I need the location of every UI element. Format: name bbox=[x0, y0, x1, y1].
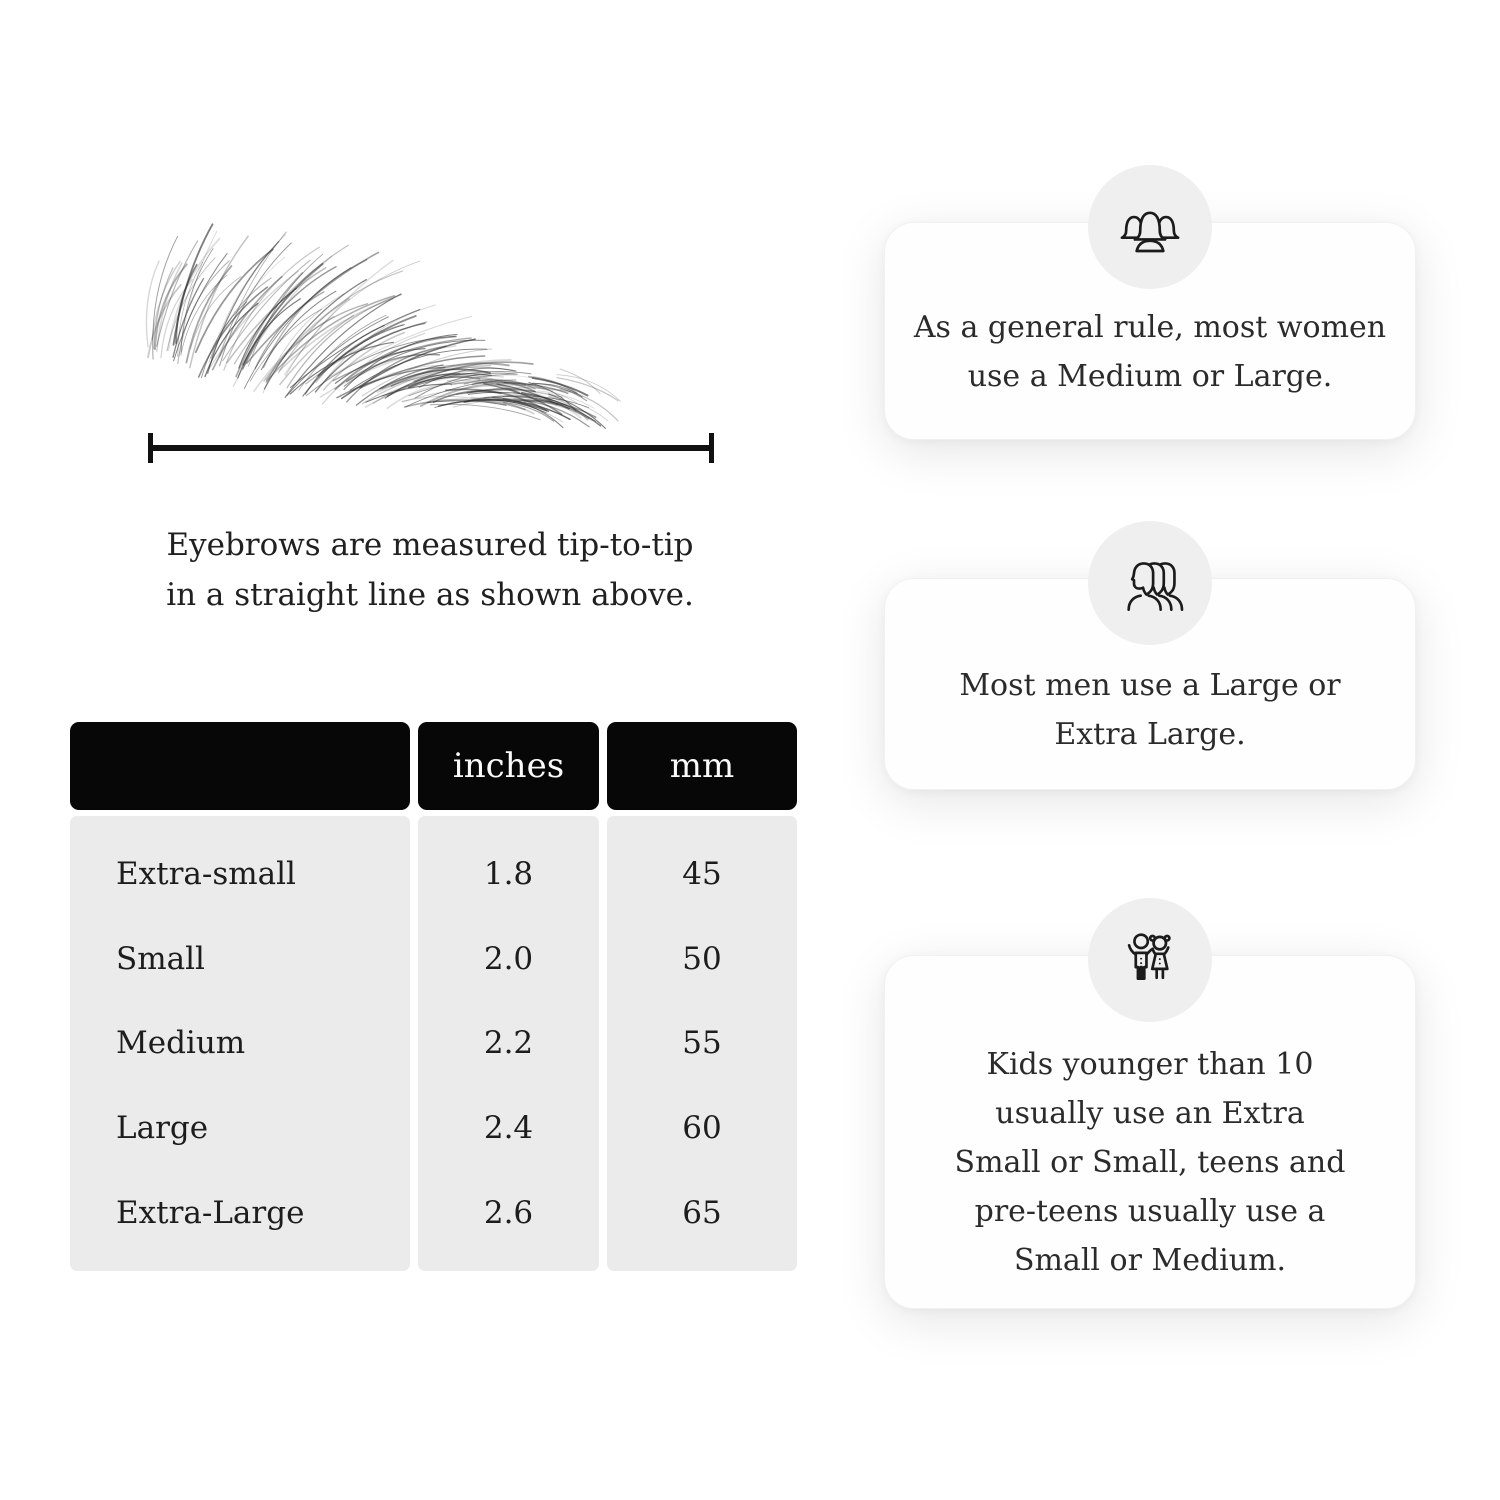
fit-card-kids bbox=[884, 955, 1416, 1309]
kids-icon bbox=[1116, 928, 1184, 992]
inches-cell: 1.8 bbox=[483, 856, 534, 893]
header-cell-mm: mm bbox=[607, 722, 797, 810]
caption-line-1: Eyebrows are measured tip-to-tip bbox=[166, 527, 694, 563]
size-cell: Large bbox=[116, 1110, 209, 1147]
card-women-line-1: As a general rule, most women bbox=[913, 310, 1387, 345]
mm-cell: 50 bbox=[682, 940, 722, 977]
kids-icon-badge bbox=[1088, 898, 1212, 1022]
size-table-header-row bbox=[70, 722, 797, 810]
inches-cell: 2.6 bbox=[483, 1194, 534, 1231]
card-kids-line-4: pre-teens usually use a bbox=[974, 1194, 1326, 1229]
card-kids-line-2: usually use an Extra bbox=[995, 1096, 1305, 1131]
card-men-line-2: Extra Large. bbox=[1054, 717, 1246, 752]
men-group-icon bbox=[1116, 551, 1184, 615]
inches-column bbox=[418, 816, 599, 1271]
mm-cell: 55 bbox=[682, 1025, 722, 1062]
size-table-body bbox=[70, 816, 797, 1271]
mm-cell: 45 bbox=[682, 856, 722, 893]
card-kids-line-3: Small or Small, teens and bbox=[954, 1145, 1346, 1180]
eyebrow-illustration bbox=[110, 245, 580, 415]
card-men-line-1: Most men use a Large or bbox=[959, 668, 1341, 703]
mm-column bbox=[607, 816, 797, 1271]
measurement-line bbox=[148, 433, 714, 463]
card-women-line-2: use a Medium or Large. bbox=[967, 359, 1333, 394]
mm-cell: 60 bbox=[682, 1110, 722, 1147]
women-icon-badge bbox=[1088, 165, 1212, 289]
card-kids-line-5: Small or Medium. bbox=[1013, 1243, 1287, 1278]
fit-card-men bbox=[884, 578, 1416, 790]
women-group-icon bbox=[1116, 195, 1184, 259]
size-cell: Medium bbox=[116, 1025, 246, 1062]
caption-line-2: in a straight line as shown above. bbox=[166, 577, 694, 613]
measurement-line-right-cap bbox=[709, 433, 714, 463]
men-icon-badge bbox=[1088, 521, 1212, 645]
size-cell: Extra-small bbox=[116, 856, 296, 893]
mm-cell: 65 bbox=[682, 1194, 722, 1231]
inches-cell: 2.2 bbox=[483, 1025, 534, 1062]
header-cell-inches: inches bbox=[418, 722, 599, 810]
inches-cell: 2.0 bbox=[483, 940, 534, 977]
header-cell-size bbox=[70, 722, 410, 810]
size-name-column bbox=[70, 816, 410, 1271]
measurement-caption bbox=[128, 520, 732, 620]
measurement-line-bar bbox=[148, 445, 714, 451]
inches-cell: 2.4 bbox=[483, 1110, 534, 1147]
card-kids-line-1: Kids younger than 10 bbox=[986, 1047, 1314, 1082]
fit-card-women bbox=[884, 222, 1416, 440]
size-cell: Extra-Large bbox=[116, 1194, 305, 1231]
size-cell: Small bbox=[116, 940, 205, 977]
size-table bbox=[70, 722, 797, 1271]
